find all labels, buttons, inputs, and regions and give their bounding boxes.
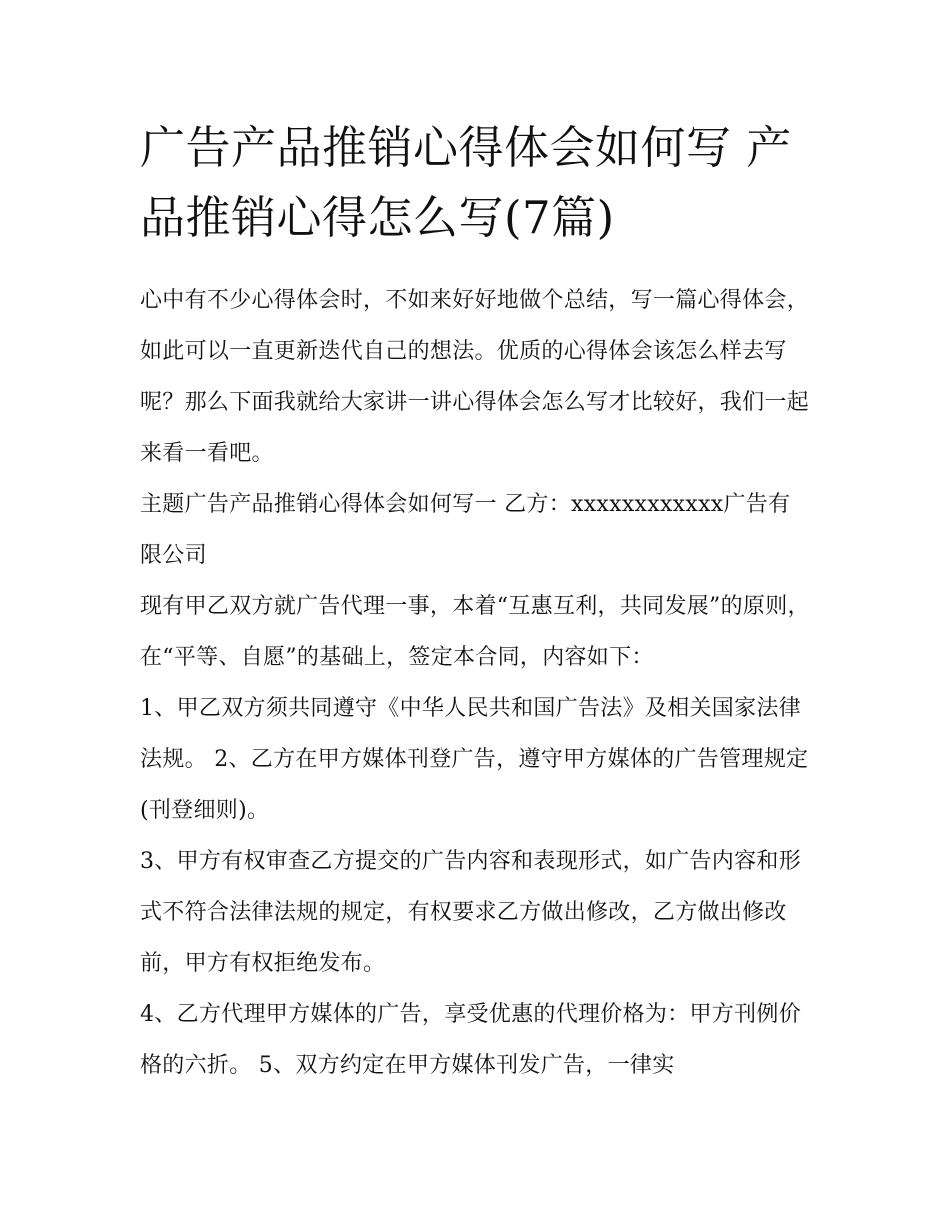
document-body bbox=[140, 113, 812, 1091]
clause-3-paragraph: 3、甲方有权审查乙方提交的广告内容和表现形式，如广告内容和形式不符合法律法规的规定，有权要求乙方做出修改，乙方做出修改前，甲方有权拒绝发布。 bbox=[140, 849, 801, 976]
subject-paragraph: 主题广告产品推销心得体会如何写一 乙方：xxxxxxxxxxxx广告有限公司 bbox=[140, 492, 791, 568]
clause-1-2-paragraph: 1、甲乙双方须共同遵守《中华人民共和国广告法》及相关国家法律法规。 2、乙方在甲方媒体刊登广告，遵守甲方媒体的广告管理规定(刊登细则)。 bbox=[140, 696, 809, 823]
clause-4-5-paragraph: 4、乙方代理甲方媒体的广告，享受优惠的代理价格为：甲方刊例价格的六折。 5、双方约定在甲方媒体刊发广告，一律实 bbox=[140, 1002, 801, 1078]
intro-paragraph: 心中有不少心得体会时，不如来好好地做个总结，写一篇心得体会，如此可以一直更新迭代自己的想法。优质的心得体会该怎么样去写呢？那么下面我就给大家讲一讲心得体会怎么写才比较好，我们一起来看一看吧。 bbox=[140, 288, 810, 466]
document-title: 广告产品推销心得体会如何写 产品推销心得怎么写(7篇) bbox=[140, 121, 792, 244]
preamble-paragraph: 现有甲乙双方就广告代理一事，本着“互惠互利，共同发展”的原则，在“平等、自愿”的基础上，签定本合同，内容如下： bbox=[140, 594, 810, 670]
